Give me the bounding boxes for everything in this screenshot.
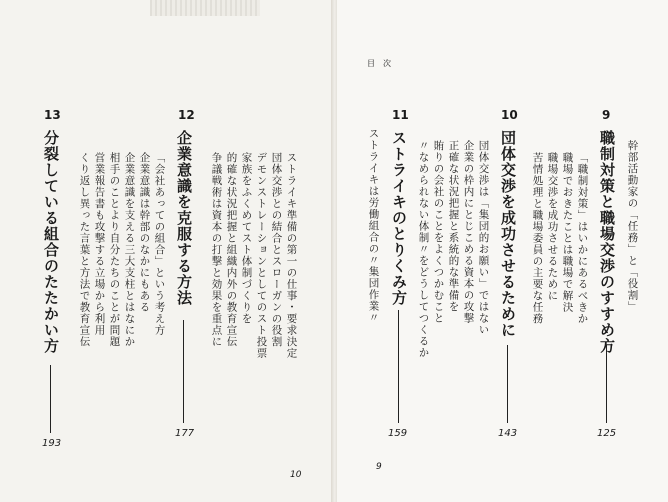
- sec12-sub-1: 「会社あっての組合」という考え方: [153, 152, 166, 336]
- sec12-pre-1: ストライキ準備の第一の仕事・要求決定: [285, 152, 298, 359]
- sec11-number: 11: [392, 108, 409, 122]
- sec11-rule: [398, 310, 399, 423]
- toc-header: 目次: [367, 59, 399, 68]
- sec12-pre-5: 的確な状況把握と組織内外の教育宣伝: [225, 152, 238, 348]
- sec9-page: 125: [597, 428, 617, 439]
- sec12-pre-3: デモンストレーションとしてのスト投票: [255, 152, 268, 359]
- sec12-sub-2: 企業意識は幹部のなかにもある: [138, 152, 151, 313]
- sec11-page: 159: [388, 428, 408, 439]
- sec13-number: 13: [44, 108, 61, 122]
- sec9-title: 職制対策と職場交渉のすすめ方: [598, 130, 616, 354]
- sec10-page: 143: [498, 428, 518, 439]
- sec12-title: 企業意識を克服する方法: [175, 130, 193, 306]
- sec12-sub-5: 営業報告書も攻撃する立場から利用: [93, 152, 106, 336]
- sec12-sub-4: 相手のことより自分たちのことが問題: [108, 152, 121, 348]
- sec9-sub-3: 職場交渉を成功させるために: [546, 152, 559, 302]
- sec10-sub-3: 正確な状況把握と系統的な準備を: [447, 140, 460, 313]
- sec13-rule: [50, 365, 51, 433]
- sec9-lead: 幹部活動家の「任務」と「役割」: [626, 140, 639, 313]
- sec13-page: 193: [42, 438, 62, 449]
- sec12-pre-2: 団体交渉との結合とスローガンの役割: [270, 152, 283, 348]
- sec11-sub-1: ストライキは労働組合の〃集団作業〃: [367, 128, 380, 324]
- sec12-pre-4: 家族をふくめてスト体制づくりを: [240, 152, 253, 325]
- sec10-title: 団体交渉を成功させるために: [499, 130, 517, 338]
- sec12-rule: [183, 320, 184, 423]
- sec12-pre-6: 争議戦術は資本の打撃と効果を重点に: [210, 152, 223, 348]
- sec11-title: ストライキのとりくみ方: [390, 130, 408, 306]
- sec9-sub-1: 「職制対策」はいかにあるべきか: [576, 152, 589, 325]
- sec13-title: 分裂している組合のたたかい方: [42, 130, 60, 354]
- sec12-page: 177: [175, 428, 195, 439]
- sec9-rule: [606, 345, 607, 423]
- sec10-number: 10: [501, 108, 518, 122]
- sec12-sub-6: くり返し異った言葉と方法で教育宣伝: [78, 152, 91, 348]
- sec10-sub-4: 賄りの会社のことをよくつかむこと: [432, 140, 445, 324]
- sec12-number: 12: [178, 108, 195, 122]
- sec10-rule: [507, 345, 508, 423]
- scan-artifact: [150, 0, 260, 16]
- sec9-number: 9: [602, 108, 611, 122]
- folio-left: 10: [290, 470, 302, 480]
- sec9-sub-2: 職場でおきたことは職場で解決: [561, 152, 574, 313]
- sec12-sub-3: 企業意識を支える三大支柱とはなにか: [123, 152, 136, 348]
- book-gutter: [331, 0, 337, 502]
- sec10-sub-2: 企業の枠内にとじこめる資本の攻撃: [462, 140, 475, 324]
- folio-right: 9: [376, 462, 382, 472]
- sec9-sub-4: 苦情処理と職場委員の主要な任務: [531, 152, 544, 325]
- sec10-sub-5: 〃なめられない体制〃をどうしてつくるか: [417, 140, 430, 359]
- sec10-sub-1: 団体交渉は「集団的お願い」ではない: [477, 140, 490, 336]
